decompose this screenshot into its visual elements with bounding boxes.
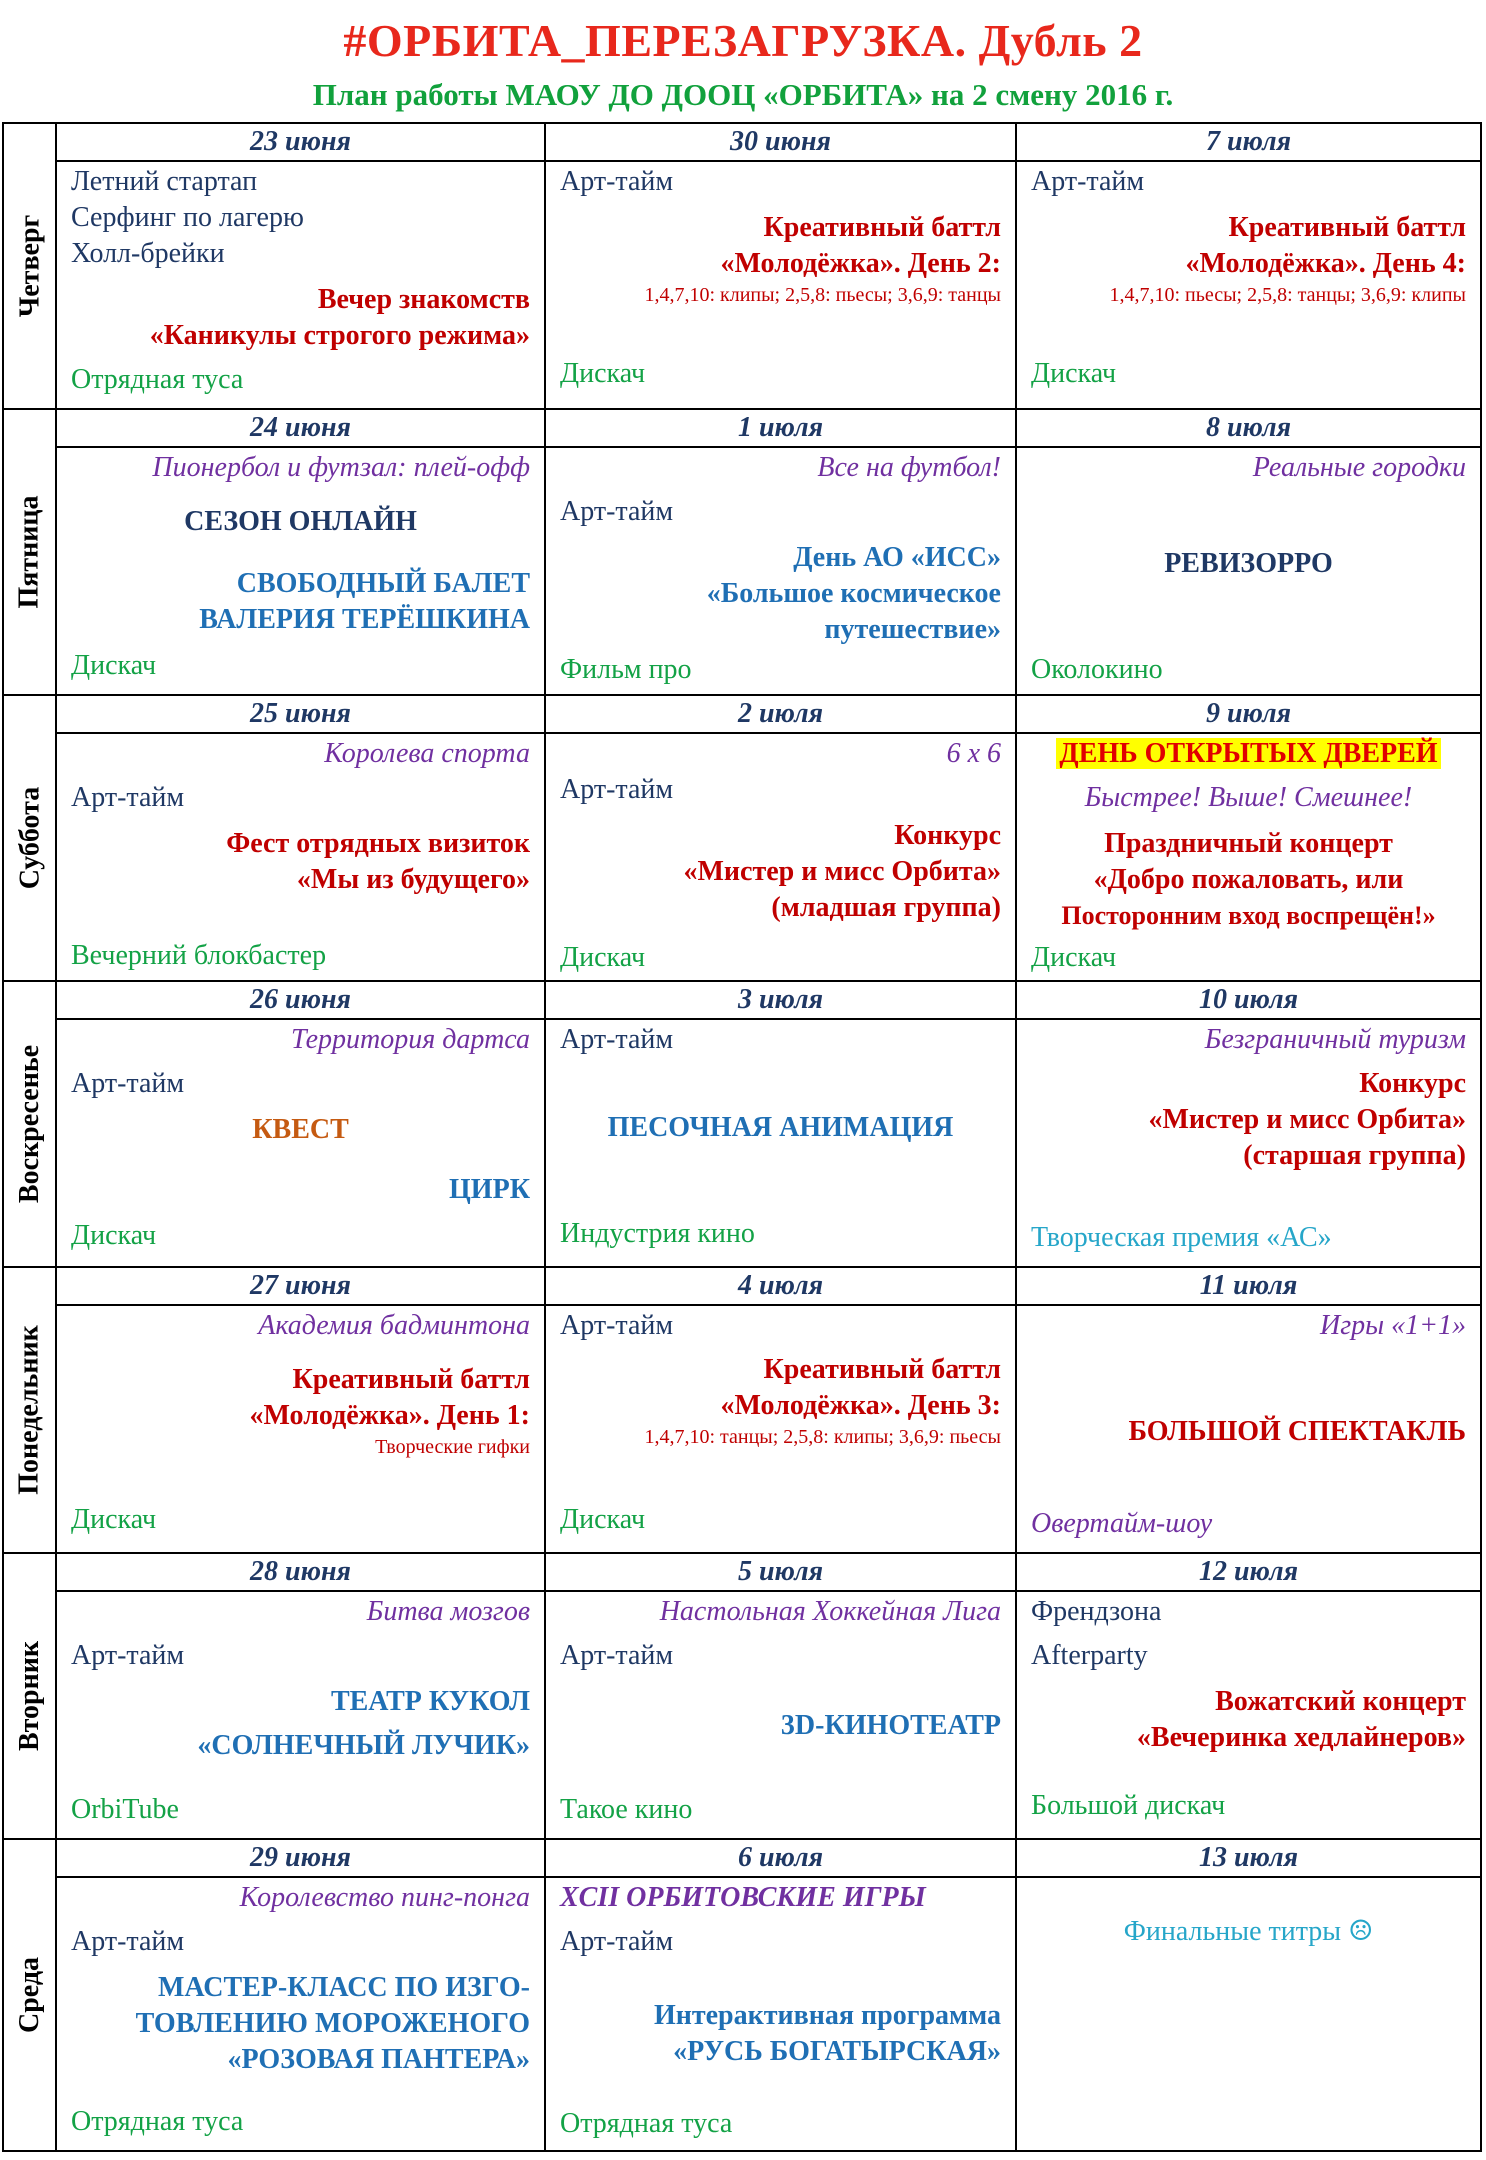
event-cell — [57, 448, 544, 694]
event-line: путешествие» — [824, 614, 1001, 645]
date-header: 7 июля — [1205, 126, 1292, 157]
event-line: Околокино — [1031, 654, 1163, 685]
event-line: «Мистер и мисс Орбита» — [683, 856, 1001, 887]
event-line: XCII ОРБИТОВСКИЕ ИГРЫ — [560, 1882, 926, 1913]
event-line: Арт-тайм — [560, 166, 674, 197]
event-line: Летний стартап — [71, 166, 258, 197]
date-header: 24 июня — [250, 412, 351, 443]
event-line: Арт-тайм — [560, 774, 674, 805]
event-cell — [1017, 448, 1480, 694]
event-cell — [57, 1306, 544, 1552]
event-cell — [546, 734, 1015, 980]
open-day-highlight: ДЕНЬ ОТКРЫТЫХ ДВЕРЕЙ — [1056, 738, 1440, 769]
event-line: БОЛЬШОЙ СПЕКТАКЛЬ — [1128, 1416, 1466, 1447]
day-label: Понедельник — [14, 1325, 46, 1495]
event-cell — [57, 1878, 544, 2150]
event-cell — [546, 1592, 1015, 1838]
event-line: Дискач — [560, 942, 646, 973]
date-header: 12 июля — [1198, 1556, 1299, 1587]
event-cell — [546, 1020, 1015, 1266]
event-line: Все на футбол! — [817, 452, 1001, 483]
date-header: 11 июля — [1199, 1270, 1298, 1301]
event-line: ТОВЛЕНИЮ МОРОЖЕНОГО — [135, 2008, 530, 2039]
day-label: Вторник — [14, 1640, 45, 1752]
event-line: Королевство пинг-понга — [239, 1882, 530, 1913]
event-cell — [546, 162, 1015, 408]
event-line: Арт-тайм — [560, 1310, 674, 1341]
event-line: 1,4,7,10: клипы; 2,5,8: пьесы; 3,6,9: танцы — [644, 284, 1001, 306]
event-line: «Вечеринка хедлайнеров» — [1136, 1722, 1466, 1753]
event-line: Индустрия кино — [560, 1218, 755, 1249]
day-label: Суббота — [14, 786, 46, 890]
date-header: 30 июня — [730, 126, 831, 157]
page-subtitle: План работы МАОУ ДО ДООЦ «ОРБИТА» на 2 смену 2016 г. — [312, 77, 1174, 112]
event-line: Арт-тайм — [560, 496, 674, 527]
event-line: (младшая группа) — [771, 892, 1001, 923]
date-header: 8 июля — [1205, 412, 1292, 443]
page-title: #ОРБИТА_ПЕРЕЗАГРУЗКА. Дубль 2 — [343, 15, 1143, 66]
event-line: МАСТЕР-КЛАСС ПО ИЗГО- — [157, 1972, 530, 2003]
event-line: Френдзона — [1031, 1596, 1162, 1627]
date-header: 10 июля — [1198, 984, 1299, 1015]
event-line: Фест отрядных визиток — [226, 828, 530, 859]
event-line: «Молодёжка». День 1: — [249, 1400, 530, 1431]
event-line: Фильм про — [560, 654, 692, 685]
event-cell — [1017, 734, 1480, 980]
event-line: ТЕАТР КУКОЛ — [330, 1686, 530, 1717]
event-line — [1023, 736, 1474, 772]
date-header: 27 июня — [250, 1270, 351, 1301]
event-line: «Молодёжка». День 3: — [720, 1390, 1001, 1421]
event-line: Такое кино — [560, 1794, 693, 1825]
event-line: Арт-тайм — [71, 1068, 185, 1099]
event-cell — [57, 1020, 544, 1266]
event-line: Вечер знакомств — [317, 284, 530, 315]
event-line: Конкурс — [1359, 1068, 1466, 1099]
event-line: ЦИРК — [449, 1174, 530, 1205]
event-line: Арт-тайм — [71, 1640, 185, 1671]
event-line: Безграничный туризм — [1204, 1024, 1466, 1055]
event-line: «Мистер и мисс Орбита» — [1148, 1104, 1466, 1135]
event-line: Реальные городки — [1252, 452, 1466, 483]
event-line: Вожатский концерт — [1215, 1686, 1466, 1717]
event-line: «СОЛНЕЧНЫЙ ЛУЧИК» — [197, 1730, 530, 1761]
date-header: 3 июля — [737, 984, 824, 1015]
event-line: Креативный баттл — [292, 1364, 530, 1395]
event-line: Креативный баттл — [763, 212, 1001, 243]
event-line: Дискач — [71, 1504, 157, 1535]
event-cell — [546, 1306, 1015, 1552]
event-line: Посторонним вход воспрещён!» — [1061, 901, 1436, 930]
event-line: Дискач — [71, 650, 157, 681]
event-cell — [57, 162, 544, 408]
date-header: 4 июля — [737, 1270, 824, 1301]
event-line: Отрядная туса — [560, 2108, 733, 2139]
event-line: Дискач — [560, 1504, 646, 1535]
event-line: СЕЗОН ОНЛАЙН — [184, 506, 417, 537]
event-line: Быстрее! Выше! Смешнее! — [1084, 782, 1413, 813]
event-cell — [57, 734, 544, 980]
event-line: Настольная Хоккейная Лига — [659, 1596, 1001, 1627]
table-border — [1480, 122, 1482, 2152]
event-line: Холл-брейки — [71, 238, 225, 269]
event-cell — [1017, 1020, 1480, 1266]
event-line: 1,4,7,10: пьесы; 2,5,8: танцы; 3,6,9: клипы — [1109, 284, 1466, 306]
date-header: 1 июля — [737, 412, 824, 443]
event-line: Дискач — [71, 1220, 157, 1251]
event-line: «Мы из будущего» — [296, 864, 530, 895]
event-line: Пионербол и футзал: плей-офф — [152, 452, 530, 483]
event-line: Праздничный концерт — [1104, 828, 1393, 859]
date-header: 9 июля — [1205, 698, 1292, 729]
date-header: 25 июня — [250, 698, 351, 729]
event-line: (старшая группа) — [1243, 1140, 1466, 1171]
event-line: Игры «1+1» — [1319, 1310, 1466, 1341]
event-line: Отрядная туса — [71, 364, 244, 395]
event-line: Королева спорта — [324, 738, 530, 769]
event-line: «Добро пожаловать, или — [1093, 864, 1404, 895]
event-line: Арт-тайм — [71, 1926, 185, 1957]
event-line: Дискач — [560, 358, 646, 389]
date-header: 2 июля — [737, 698, 824, 729]
date-header: 6 июля — [737, 1842, 824, 1873]
date-header: 13 июля — [1198, 1842, 1299, 1873]
day-label: Четверг — [14, 214, 46, 318]
event-line: Академия бадминтона — [258, 1310, 530, 1341]
date-header: 28 июня — [250, 1556, 351, 1587]
event-line: Арт-тайм — [560, 1024, 674, 1055]
event-line: Овертайм-шоу — [1031, 1508, 1213, 1539]
date-header: 29 июня — [250, 1842, 351, 1873]
event-line: Вечерний блокбастер — [71, 940, 327, 971]
event-line: «Большое космическое — [706, 578, 1001, 609]
event-line: Большой дискач — [1031, 1790, 1226, 1821]
event-line: 1,4,7,10: танцы; 2,5,8: клипы; 3,6,9: пьесы — [644, 1426, 1001, 1448]
event-line: «РУСЬ БОГАТЫРСКАЯ» — [673, 2036, 1001, 2067]
event-line: 3D-КИНОТЕАТР — [780, 1710, 1001, 1741]
day-label: Среда — [14, 1956, 46, 2034]
event-line: Творческие гифки — [375, 1436, 530, 1458]
event-line: Конкурс — [894, 820, 1001, 851]
event-line: Арт-тайм — [1031, 166, 1145, 197]
event-line: Креативный баттл — [763, 1354, 1001, 1385]
date-header: 5 июля — [737, 1556, 824, 1587]
event-line: Территория дартса — [291, 1024, 530, 1055]
day-label: Воскресенье — [14, 1044, 45, 1204]
event-line: Арт-тайм — [560, 1640, 674, 1671]
event-line: День АО «ИСС» — [793, 542, 1001, 573]
event-line: Арт-тайм — [560, 1926, 674, 1957]
event-line: Финальные титры ☹ — [1123, 1916, 1374, 1947]
event-line: Арт-тайм — [71, 782, 185, 813]
event-line: Серфинг по лагерю — [71, 202, 304, 233]
event-line: «Молодёжка». День 2: — [720, 248, 1001, 279]
day-label: Пятница — [14, 495, 45, 609]
event-cell — [546, 1878, 1015, 2150]
event-line: СВОБОДНЫЙ БАЛЕТ — [236, 568, 530, 599]
event-line: Отрядная туса — [71, 2106, 244, 2137]
schedule-table — [2, 122, 1482, 2152]
event-line: 6 х 6 — [946, 738, 1001, 769]
event-line: Afterparty — [1031, 1640, 1148, 1671]
event-line: Дискач — [1031, 942, 1117, 973]
event-line: Творческая премия «АС» — [1031, 1222, 1332, 1253]
table-border — [2, 2150, 1482, 2152]
event-line: ВАЛЕРИЯ ТЕРЁШКИНА — [199, 604, 530, 635]
date-header: 26 июня — [250, 984, 351, 1015]
event-cell — [57, 1592, 544, 1838]
date-header: 23 июня — [250, 126, 351, 157]
event-cell — [1017, 1592, 1480, 1838]
event-line: «Молодёжка». День 4: — [1185, 248, 1466, 279]
event-line: «Каникулы строгого режима» — [149, 320, 530, 351]
event-line: Дискач — [1031, 358, 1117, 389]
event-line: РЕВИЗОРРО — [1164, 548, 1333, 579]
event-line: КВЕСТ — [252, 1114, 349, 1145]
event-line: Битва мозгов — [366, 1596, 530, 1627]
event-cell — [1017, 162, 1480, 408]
event-cell — [1017, 1306, 1480, 1552]
event-line: OrbiTube — [71, 1794, 179, 1825]
event-cell — [546, 448, 1015, 694]
event-line: Интерактивная программа — [653, 2000, 1001, 2031]
event-line: ПЕСОЧНАЯ АНИМАЦИЯ — [607, 1112, 954, 1143]
event-cell — [1017, 1878, 1480, 2150]
event-line: «РОЗОВАЯ ПАНТЕРА» — [227, 2044, 530, 2075]
event-line: Креативный баттл — [1228, 212, 1466, 243]
